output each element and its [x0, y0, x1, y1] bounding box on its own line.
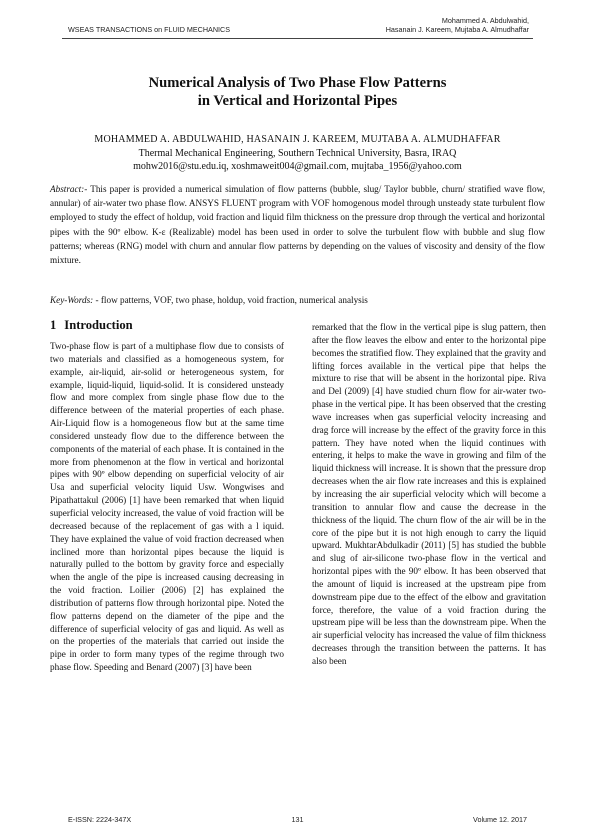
- footer-issn: E-ISSN: 2224-347X: [68, 815, 132, 822]
- section-heading: [50, 318, 133, 333]
- section-number: 1: [50, 318, 57, 332]
- body-column-right: remarked that the flow in the vertical pipe is slug pattern, then after the flow leaves the elbow and enter to the horizontal pipe becomes the stratified flow. They explained that the gravity and lifting forces available in the vertical pipe that helps the mixture to rise that will be absent in the horizontal pipe. Riva and Del (2009) [4] have studied churn flow for air-water two-phase in the vertical pipe. It has been observed that the cresting wave increases when gas superficial velocity increasing and drag force will increase by the effect of the gravity force in this pattern. They have noted when the liquid continues with entering, it helps to make the wave in growing and film of the liquid thickness will increase. It is shown that the pressure drop decreases when the air flow rate increases and this is explained by increasing the air superficial velocity which will become a transition to annular flow and cause the decrease in the thickness of the liquid. The churn flow of the air will be in the core of the pipe but it is not high enough to carry the liquid upward. MukhtarAbdulkadir (2011) [5] has studied the bubble and slug of air-silicone two-phase flow in the vertical and horizontal pipes with the 90º elbow. It has been observed that the amount of liquid is increased at the upstream pipe from downstream pipe due to the effect of the elbow and gravitation force, therefore, the value of a void fraction during the upstream pipe will be less than the downstream pipe. When the air superficial velocity has increased the value of film thickness decreases through the transition between the patterns. It has also been: [312, 322, 546, 666]
- running-header-authors-line2: Hasanain J. Kareem, Mujtaba A. Almudhaffar: [385, 25, 529, 34]
- keywords: [50, 294, 545, 306]
- running-header-authors-line1: Mohammed A. Abdulwahid,: [441, 16, 529, 25]
- body-column-left: Two-phase flow is part of a multiphase flow due to consists of two materials and classified as a homogeneous system, for example, air-liquid, air-solid or heterogeneous system, for example, liquid-liquid, liquid-solid. It is considered unsteady flow and more complex from single phase flow due to the difference between of the material properties of each phase. Air-Liquid flow is a homogeneous flow but at the same time considered unsteady flow due to the difference between the components of the material of each phase. It is contained in the more from phenomenon at the flow in vertical and horizontal pipes with 90º elbow depending on superficial velocity of air Usa and superficial velocity liquid Usw. Wongwises and Pipathattakul (2006) [1] have been remarked that when liquid superficial velocity increased, the value of void fraction will be decreased because of the replacement of gas with a l iquid. They have explained the value of void fraction decreased when inclined more than horizontal pipes because the liquid is naturally pulled to the bottom by gravity force and especially when the angle of the pipe is increased causing decreasing in the void fraction. Loilier (2006) [2] has explained the distribution of patterns flow through horizontal pipe. Noted the flow patterns depend on the diameter of the pipe and the difference of superficial velocity of gas and liquid. As well as on the properties of the materials that carried out inside the pipe in order to form many types of the regime through two phase flow. Speeding and Benard (2007) [3] have been: [50, 341, 284, 673]
- affiliation: Thermal Mechanical Engineering, Southern Technical University, Basra, IRAQ: [138, 148, 457, 159]
- abstract-text: This paper is provided a numerical simulation of flow patterns (bubble, slug/ Taylor bubble, churn/ stratified wave flow, annular) of air-water two phase flow. ANSYS FLUENT program with VOF homogenous model through unsteady state turbulent flow employed to study the effect of holdup, void fraction and liquid film thickness on the pressure drop through the vertical and horizontal pipes with the 90º elbow. K-ε (Realizable) model has been used in order to solve the turbulent flow with bubble and slug flow patterns; whereas (RNG) model with churn and annular flow patterns by depending on the values of viscosity and density of the flow mixture.: [50, 184, 545, 266]
- author-emails: mohw2016@stu.edu.iq, xoshmaweit004@gmail.com, mujtaba_1956@yahoo.com: [133, 161, 462, 172]
- keywords-text: flow patterns, VOF, two phase, holdup, void fraction, numerical analysis: [98, 295, 368, 305]
- paper-title: [0, 74, 595, 110]
- abstract-label: Abstract:-: [50, 184, 88, 194]
- author-list: MOHAMMED A. ABDULWAHID, HASANAIN J. KAREEM, MUJTABA A. ALMUDHAFFAR: [94, 134, 501, 145]
- running-header-journal: WSEAS TRANSACTIONS on FLUID MECHANICS: [68, 25, 231, 34]
- abstract: [50, 182, 545, 267]
- paper-title-line2: in Vertical and Horizontal Pipes: [197, 93, 398, 109]
- paper-title-line1: Numerical Analysis of Two Phase Flow Patterns: [148, 75, 447, 91]
- keywords-label: Key-Words: -: [50, 295, 99, 305]
- footer-volume: Volume 12, 2017: [473, 815, 527, 822]
- footer-page-number: 131: [291, 815, 304, 822]
- section-title: Introduction: [64, 318, 133, 332]
- header-rule: [62, 38, 533, 39]
- running-header-authors: [386, 16, 529, 34]
